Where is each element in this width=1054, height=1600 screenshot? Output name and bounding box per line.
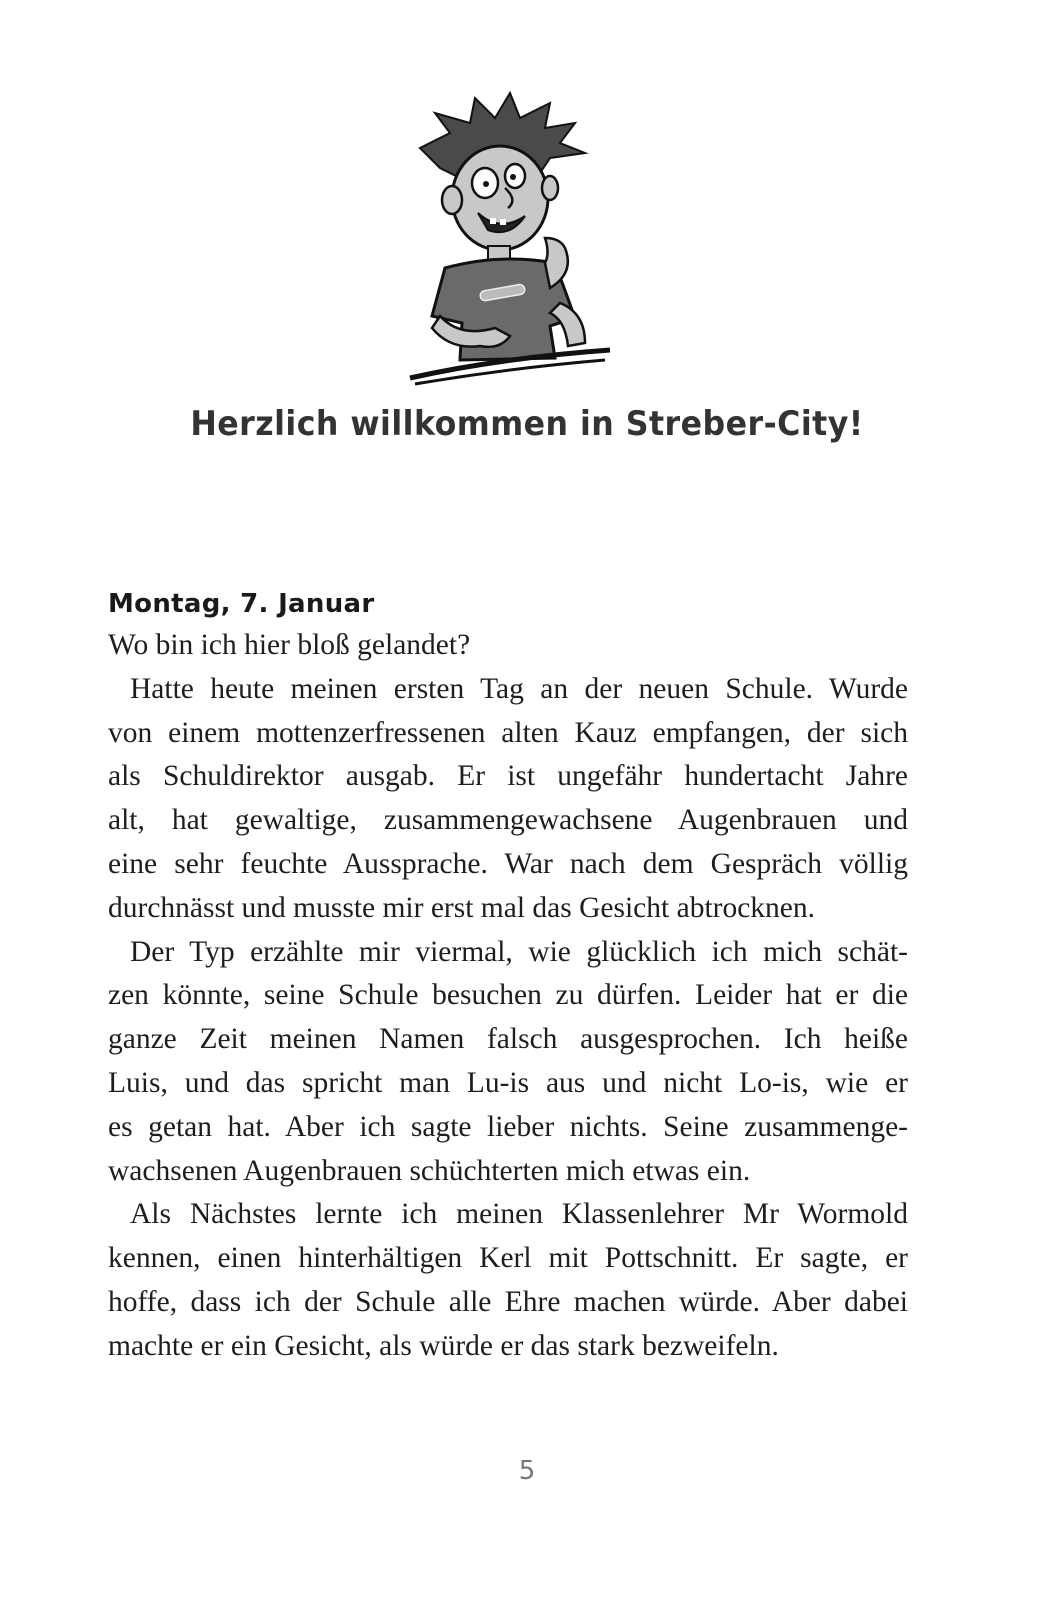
text-line: machte er ein Gesicht, als würde er das stark bezweifeln. bbox=[108, 1329, 779, 1362]
cartoon-boy-icon bbox=[400, 88, 620, 388]
text-line: Wo bin ich hier bloß gelandet? bbox=[108, 629, 471, 661]
text-line: zen könnte, seine Schule besuchen zu dürfen. Leider hat er die bbox=[108, 979, 908, 1012]
text-line: ganze Zeit meinen Namen falsch ausgesprochen. Ich heiße bbox=[108, 1023, 908, 1056]
text-line: Als Nächstes lernte ich meinen Klassenlehrer Mr Wormold bbox=[130, 1198, 908, 1231]
text-line: durchnässt und musste mir erst mal das Gesicht abtrocknen. bbox=[108, 891, 816, 924]
text-line: Hatte heute meinen ersten Tag an der neuen Schule. Wurde bbox=[130, 672, 908, 705]
text-line: alt, hat gewaltige, zusammengewachsene Augenbrauen und bbox=[108, 804, 908, 837]
entry-date-heading: Montag, 7. Januar bbox=[108, 589, 375, 619]
text-line: kennen, einen hinterhältigen Kerl mit Pottschnitt. Er sagte, er bbox=[108, 1242, 908, 1275]
paragraph-3 bbox=[108, 931, 908, 1194]
text-line: hoffe, dass ich der Schule alle Ehre machen würde. Aber dabei bbox=[108, 1285, 908, 1318]
text-line: als Schuldirektor ausgab. Er ist ungefähr hundertacht Jahre bbox=[108, 760, 908, 793]
text-line: wachsenen Augenbrauen schüchterten mich etwas ein. bbox=[108, 1154, 751, 1187]
text-line: Der Typ erzählte mir viermal, wie glücklich ich mich schät- bbox=[130, 935, 908, 968]
paragraph-4 bbox=[108, 1193, 908, 1368]
boy-illustration bbox=[400, 88, 620, 388]
paragraph-1 bbox=[108, 624, 908, 668]
text-line: von einem mottenzerfressenen alten Kauz empfangen, der sich bbox=[108, 716, 908, 749]
diary-entry bbox=[108, 584, 908, 1369]
paragraph-2 bbox=[108, 668, 908, 931]
chapter-title: Herzlich willkommen in Streber-City! bbox=[190, 404, 864, 444]
text-line: es getan hat. Aber ich sagte lieber nichts. Seine zusammenge- bbox=[108, 1110, 908, 1143]
text-line: eine sehr feuchte Aussprache. War nach dem Gespräch völlig bbox=[108, 847, 908, 880]
page-number: 5 bbox=[518, 1456, 536, 1486]
text-line: Luis, und das spricht man Lu-is aus und nicht Lo-is, wie er bbox=[108, 1066, 908, 1099]
